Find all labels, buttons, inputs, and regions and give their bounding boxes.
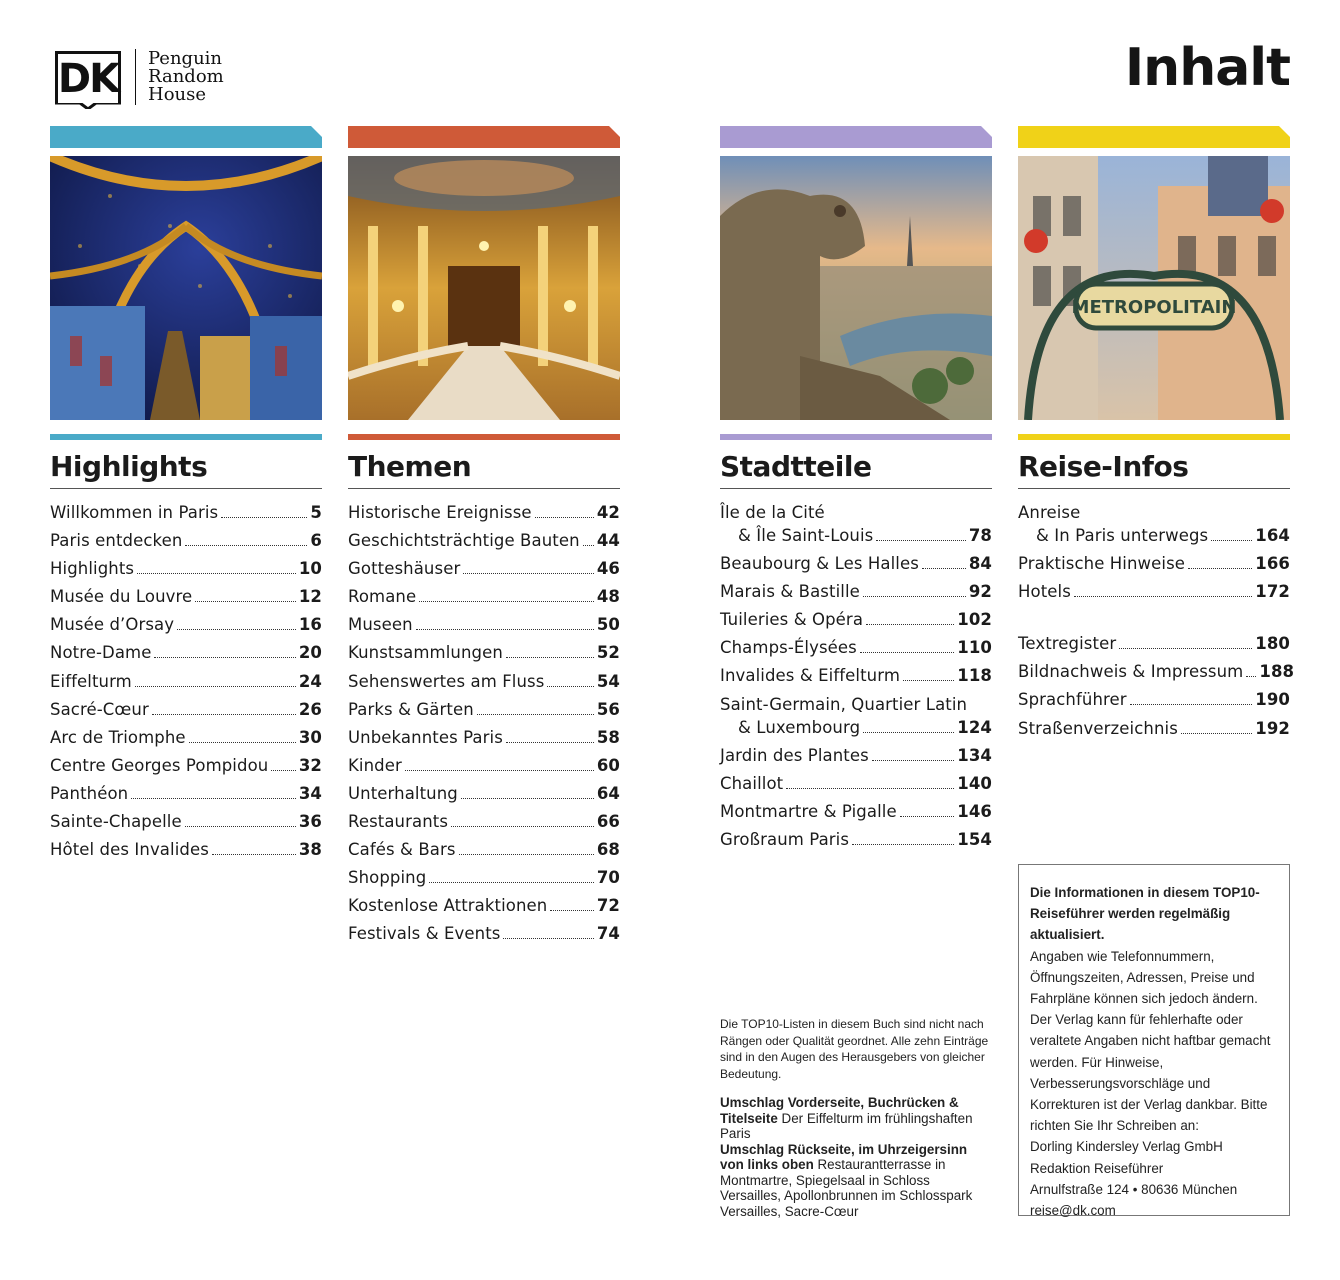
toc-list: [50, 503, 322, 860]
info-body: Angaben wie Telefonnummern, Öffnungszeiten, Adressen, Preise und Fahrpläne können sich jedoch ändern. Der Verlag kann für fehlerhafte oder veraltete Angaben nicht haftbar gemacht werden. Für Hinweise, Verbesserungsvorschläge und Korrekturen ist der Verlag dankbar. Bitte richten Sie Ihr Schreiben an:: [1030, 948, 1271, 1134]
toc-entry-label: & In Paris unterwegs: [1036, 526, 1209, 545]
penguin-random-house-text: [148, 50, 224, 104]
toc-entry[interactable]: [720, 746, 992, 766]
toc-entry-label: Historische Ereignisse: [348, 503, 532, 522]
update-info-box: [1018, 864, 1290, 1219]
opera-staircase-photo: [348, 156, 620, 420]
dot-leader: [503, 938, 593, 939]
toc-entry-page: 124: [957, 717, 992, 737]
dot-leader: [1246, 676, 1256, 677]
toc-entry-page: 154: [957, 829, 992, 849]
toc-entry-label: Musée d’Orsay: [50, 615, 175, 635]
toc-entry[interactable]: [348, 924, 620, 944]
section-color-rule: [1018, 434, 1290, 440]
toc-entry-page: 46: [596, 559, 620, 579]
dot-leader: [1119, 648, 1252, 649]
toc-entry-page: 50: [596, 615, 620, 635]
dot-leader: [506, 742, 594, 743]
toc-entry[interactable]: [720, 503, 992, 546]
toc-entry[interactable]: [348, 615, 620, 635]
dot-leader: [451, 826, 594, 827]
toc-entry-label: Praktische Hinweise: [1018, 554, 1186, 574]
toc-entry-page: 146: [957, 801, 992, 821]
dot-leader: [1074, 596, 1252, 597]
toc-entry[interactable]: [720, 666, 992, 686]
address-line: Arnulfstraße 124 • 80636 München: [1030, 1181, 1238, 1197]
dot-leader: [405, 770, 594, 771]
dot-leader: [852, 844, 954, 845]
toc-entry-label: Großraum Paris: [720, 829, 850, 849]
toc-entry-label: Kinder: [348, 755, 402, 775]
toc-entry-label-line1: Saint-Germain, Quartier Latin: [720, 694, 968, 714]
book-base-icon: [55, 103, 121, 109]
toc-entry-label: Chaillot: [720, 773, 784, 793]
toc-entry-label: Shopping: [348, 868, 427, 888]
dk-logo-icon: [55, 51, 121, 103]
dot-leader: [185, 545, 307, 546]
dot-leader: [863, 596, 966, 597]
toc-entry-page: 102: [957, 610, 992, 630]
section-highlights: [50, 126, 322, 868]
toc-entry-page: 68: [596, 840, 620, 860]
toc-entry-label: Highlights: [50, 559, 135, 579]
dot-leader: [903, 680, 954, 681]
toc-entry-label: Notre-Dame: [50, 643, 152, 663]
toc-entry-label: Geschichtsträchtige Bauten: [348, 531, 580, 551]
toc-entry-page: 38: [298, 840, 322, 860]
toc-entry-page: 30: [298, 727, 322, 747]
toc-entry-label: & Luxembourg: [738, 717, 861, 737]
dot-leader: [1181, 733, 1252, 734]
dot-leader: [1211, 540, 1252, 541]
section-themen: [348, 126, 620, 953]
dot-leader: [547, 686, 593, 687]
toc-entry-page: 16: [298, 615, 322, 635]
dot-leader: [221, 517, 307, 518]
toc-entry-label: Romane: [348, 587, 417, 607]
address-line: Dorling Kindersley Verlag GmbH: [1030, 1139, 1223, 1155]
toc-entry[interactable]: [50, 812, 322, 832]
section-heading: Reise-Infos: [1018, 450, 1189, 483]
toc-entry[interactable]: [1018, 554, 1290, 574]
toc-entry[interactable]: [348, 756, 620, 776]
toc-entry[interactable]: [720, 695, 992, 738]
cover-credits: [720, 1095, 992, 1219]
dot-leader: [459, 854, 594, 855]
toc-entry-label: Centre Georges Pompidou: [50, 755, 269, 775]
toc-entry-page: 44: [596, 531, 620, 551]
dot-leader: [535, 517, 594, 518]
info-heading: Die Informationen in diesem TOP10-Reiseführer werden regelmäßig aktualisiert.: [1030, 885, 1260, 943]
dot-leader: [1188, 568, 1252, 569]
toc-entry-page: 36: [298, 812, 322, 832]
toc-entry-label: Willkommen in Paris: [50, 503, 219, 522]
toc-entry-label: Marais & Bastille: [720, 582, 860, 602]
toc-entry-page: 26: [298, 699, 322, 719]
toc-entry-label: Montmartre & Pigalle: [720, 801, 897, 821]
toc-entry[interactable]: [1018, 662, 1295, 682]
toc-entry-label: Panthéon: [50, 783, 129, 803]
toc-entry-label: Paris entdecken: [50, 531, 183, 551]
toc-entry[interactable]: [348, 728, 620, 748]
toc-entry-label: Unbekanntes Paris: [348, 727, 503, 747]
toc-entry-label: Sainte-Chapelle: [50, 812, 182, 832]
toc-entry-label: Restaurants: [348, 812, 449, 832]
dot-leader: [416, 629, 594, 630]
dot-leader: [477, 714, 594, 715]
toc-entry-label: Sacré-Cœur: [50, 699, 149, 719]
email-link[interactable]: reise@dk.com: [1030, 1203, 1116, 1219]
toc-entry-label: Museen: [348, 615, 413, 635]
toc-entry-page: 188: [1259, 662, 1295, 682]
toc-entry[interactable]: [720, 554, 992, 574]
toc-entry-label: Eiffelturm: [50, 671, 132, 691]
publisher-line-1: Penguin: [148, 48, 223, 69]
dot-leader: [429, 882, 594, 883]
toc-entry-label: Jardin des Plantes: [720, 745, 869, 765]
toc-entry[interactable]: [348, 531, 620, 551]
dot-leader: [876, 540, 965, 541]
toc-entry[interactable]: [50, 840, 322, 860]
toc-entry[interactable]: [720, 610, 992, 630]
toc-entry-label: Bildnachweis & Impressum: [1018, 662, 1244, 682]
dot-leader: [271, 770, 296, 771]
toc-entry-label: Parks & Gärten: [348, 699, 474, 719]
toc-entry-page: 6: [310, 531, 322, 551]
address-line: Redaktion Reiseführer: [1030, 1160, 1164, 1176]
toc-entry-page: 166: [1255, 554, 1290, 574]
toc-entry[interactable]: [720, 638, 992, 658]
toc-entry[interactable]: [50, 643, 322, 663]
section-tab: [348, 126, 620, 148]
toc-entry-label: Hôtel des Invalides: [50, 840, 209, 860]
publisher-line-3: House: [148, 84, 207, 105]
section-color-rule: [720, 434, 992, 440]
toc-entry-label: Straßenverzeichnis: [1018, 718, 1178, 738]
toc-list: [1018, 503, 1290, 602]
dot-leader: [506, 657, 594, 658]
toc-entry[interactable]: [348, 868, 620, 888]
cathedral-vault-photo: [50, 156, 322, 420]
toc-entry-label: Sehenswertes am Fluss: [348, 671, 545, 691]
toc-entry-label: & Île Saint-Louis: [738, 526, 874, 545]
dot-leader: [900, 816, 955, 817]
section-stadtteile: [720, 126, 992, 858]
toc-entry-label: Hotels: [1018, 582, 1071, 602]
page-title: Inhalt: [1124, 38, 1290, 98]
toc-entry-label: Beaubourg & Les Halles: [720, 554, 919, 574]
svg-text:METROPOLITAIN: METROPOLITAIN: [1071, 297, 1237, 318]
toc-entry-line2: [720, 526, 992, 546]
dot-leader: [872, 760, 954, 761]
toc-entry-page: 54: [596, 671, 620, 691]
toc-entry-line2: [1018, 526, 1290, 546]
toc-entry-page: 58: [596, 727, 620, 747]
toc-entry[interactable]: [1018, 503, 1290, 546]
toc-entry-label: Unterhaltung: [348, 783, 458, 803]
toc-entry-page: 92: [968, 582, 992, 602]
toc-entry-page: 20: [298, 643, 322, 663]
top10-note: Die TOP10-Listen in diesem Buch sind nicht nach Rängen oder Qualität geordnet. Alle zehn Einträge sind in den Augen des Herausgebers von gleicher Bedeutung.: [720, 1017, 989, 1081]
toc-entry-label: Champs-Élysées: [720, 638, 857, 658]
toc-entry[interactable]: [348, 784, 620, 804]
toc-entry-label: Gotteshäuser: [348, 559, 461, 579]
credit-front-text: Der Eiffelturm im frühlingshaften Paris: [720, 1110, 973, 1141]
toc-entry[interactable]: [50, 559, 322, 579]
toc-entry-label: Musée du Louvre: [50, 587, 193, 607]
toc-entry-page: 164: [1255, 526, 1290, 545]
toc-entry-label: Sprachführer: [1018, 690, 1127, 710]
toc-entry-label: Kunstsammlungen: [348, 643, 503, 663]
heading-divider: [50, 488, 322, 489]
toc-entry-label: Kostenlose Attraktionen: [348, 896, 548, 916]
toc-entry-page: 190: [1255, 690, 1290, 710]
toc-entry-page: 42: [596, 503, 620, 522]
dot-leader: [863, 732, 954, 733]
toc-entry-line2: [720, 718, 992, 738]
toc-entry-label: Arc de Triomphe: [50, 727, 186, 747]
toc-entry[interactable]: [348, 812, 620, 832]
toc-entry-page: 10: [298, 559, 322, 579]
credit-back-label: Umschlag Rückseite, im Uhrzeigersinn von links oben: [720, 1141, 968, 1172]
heading-divider: [348, 488, 620, 489]
toc-entry-page: 56: [596, 699, 620, 719]
dot-leader: [189, 742, 296, 743]
toc-entry-page: 24: [298, 671, 322, 691]
dot-leader: [195, 601, 296, 602]
dot-leader: [419, 601, 594, 602]
toc-entry-label: Festivals & Events: [348, 924, 501, 944]
toc-entry[interactable]: [50, 531, 322, 551]
dot-leader: [550, 910, 593, 911]
section-heading: Themen: [348, 450, 472, 483]
toc-entry-page: 5: [310, 503, 322, 522]
toc-entry[interactable]: [50, 784, 322, 804]
dot-leader: [185, 826, 296, 827]
toc-entry[interactable]: [348, 700, 620, 720]
toc-entry[interactable]: [348, 503, 620, 523]
dot-leader: [177, 629, 296, 630]
toc-list-secondary: [1018, 634, 1295, 738]
heading-divider: [1018, 488, 1290, 489]
toc-entry-page: 180: [1255, 634, 1290, 654]
toc-entry[interactable]: [348, 587, 620, 607]
dot-leader: [922, 568, 966, 569]
toc-entry-page: 32: [298, 755, 322, 775]
section-heading: Stadtteile: [720, 450, 872, 483]
toc-entry[interactable]: [50, 503, 322, 523]
toc-entry-page: 64: [596, 783, 620, 803]
gargoyle-skyline-photo: [720, 156, 992, 420]
toc-entry[interactable]: [348, 643, 620, 663]
dot-leader: [135, 686, 296, 687]
toc-entry[interactable]: [50, 672, 322, 692]
toc-entry-page: 66: [596, 812, 620, 832]
dot-leader: [860, 652, 954, 653]
toc-entry[interactable]: [348, 559, 620, 579]
dot-leader: [461, 798, 594, 799]
toc-entry-page: 140: [957, 773, 992, 793]
dot-leader: [583, 545, 594, 546]
dot-leader: [154, 657, 295, 658]
publisher-logo: [55, 48, 224, 106]
toc-entry-page: 72: [596, 896, 620, 916]
dot-leader: [152, 714, 296, 715]
section-tab: [1018, 126, 1290, 148]
dk-logo-text: DK: [57, 55, 119, 102]
toc-entry-page: 192: [1255, 718, 1290, 738]
toc-entry-label-line1: Île de la Cité: [720, 503, 825, 522]
toc-entry-page: 34: [298, 783, 322, 803]
section-color-rule: [50, 434, 322, 440]
toc-entry[interactable]: [50, 728, 322, 748]
toc-entry[interactable]: [720, 830, 992, 850]
toc-entry-label: Textregister: [1018, 634, 1117, 654]
dot-leader: [786, 788, 954, 789]
credit-front-label: Umschlag Vorderseite, Buchrücken & Titelseite: [720, 1095, 959, 1126]
toc-entry-page: 48: [596, 587, 620, 607]
toc-entry[interactable]: [348, 840, 620, 860]
toc-entry-page: 172: [1255, 582, 1290, 602]
toc-entry-page: 110: [957, 638, 992, 658]
toc-entry[interactable]: [50, 615, 322, 635]
publisher-line-2: Random: [148, 66, 224, 87]
toc-entry-label: Invalides & Eiffelturm: [720, 666, 901, 686]
list-gap: [1018, 610, 1290, 634]
toc-entry[interactable]: [720, 582, 992, 602]
section-color-rule: [348, 434, 620, 440]
section-reise-infos: [1018, 126, 1295, 747]
toc-entry[interactable]: [50, 587, 322, 607]
toc-entry-page: 134: [957, 745, 992, 765]
toc-entry[interactable]: [1018, 582, 1290, 602]
dot-leader: [1130, 704, 1253, 705]
section-tab: [50, 126, 322, 148]
toc-entry-label: Cafés & Bars: [348, 840, 456, 860]
toc-entry[interactable]: [720, 774, 992, 794]
toc-entry-page: 70: [596, 868, 620, 888]
section-heading: Highlights: [50, 450, 208, 483]
credit-back-text: Restaurantterrasse in Montmartre, Spiegelsaal in Schloss Versailles, Apollonbrunnen im Schlosspark Versailles, Sacre-Cœur: [720, 1157, 973, 1219]
dot-leader: [866, 624, 954, 625]
toc-entry[interactable]: [1018, 690, 1290, 710]
dot-leader: [131, 798, 296, 799]
dot-leader: [137, 573, 296, 574]
toc-entry[interactable]: [50, 756, 322, 776]
toc-entry-page: 78: [968, 526, 992, 545]
logo-divider: [135, 49, 136, 105]
toc-entry-label-line1: Anreise: [1018, 503, 1081, 522]
toc-entry-page: 12: [298, 587, 322, 607]
toc-list: [348, 503, 620, 944]
toc-entry-page: 52: [596, 643, 620, 663]
toc-entry[interactable]: [348, 896, 620, 916]
toc-entry-page: 118: [957, 666, 992, 686]
toc-entry[interactable]: [1018, 634, 1290, 654]
toc-entry[interactable]: [1018, 719, 1290, 739]
heading-divider: [720, 488, 992, 489]
toc-entry[interactable]: [720, 802, 992, 822]
toc-entry[interactable]: [50, 700, 322, 720]
metropolitain-sign-photo: [1018, 156, 1290, 420]
toc-entry-page: 74: [596, 924, 620, 944]
section-tab: [720, 126, 992, 148]
toc-list: [720, 503, 992, 850]
toc-entry-label: Tuileries & Opéra: [720, 610, 864, 630]
toc-entry[interactable]: [348, 672, 620, 692]
dot-leader: [463, 573, 594, 574]
dot-leader: [212, 854, 296, 855]
toc-entry-page: 84: [968, 554, 992, 574]
toc-entry-page: 60: [596, 755, 620, 775]
